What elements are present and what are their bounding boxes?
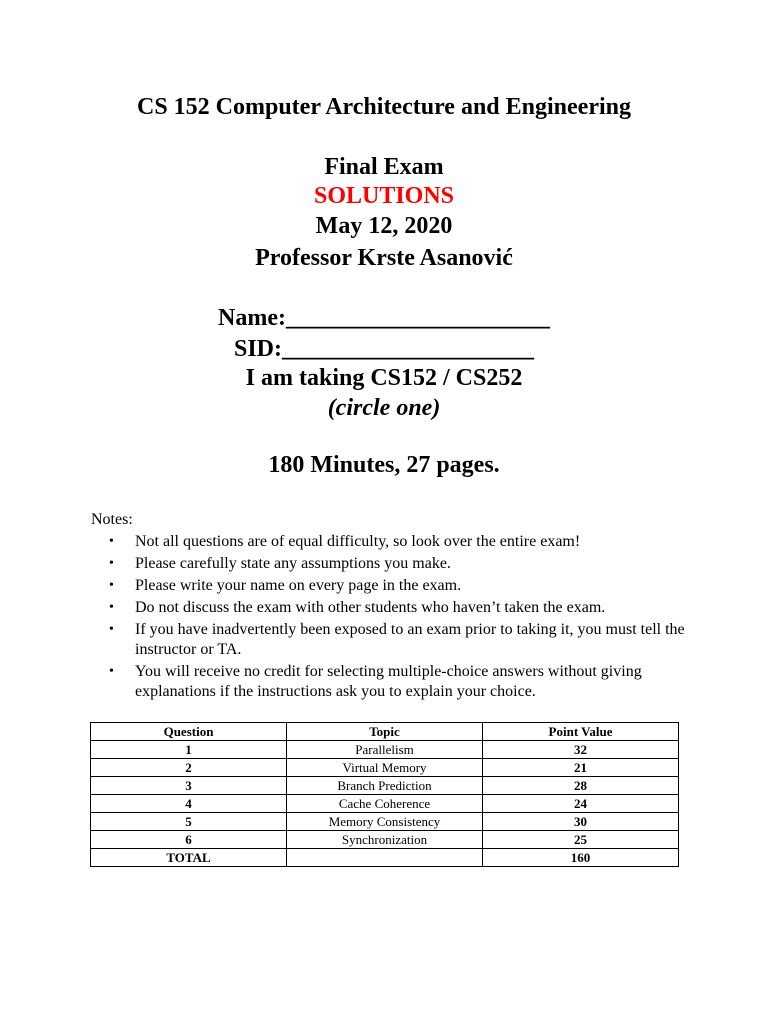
topic: Synchronization: [287, 831, 483, 849]
table-row: [91, 777, 679, 795]
total-label: TOTAL: [91, 849, 287, 867]
list-item: [109, 598, 715, 618]
bullet-icon: •: [109, 534, 114, 549]
table-row: [91, 741, 679, 759]
total-topic: [287, 849, 483, 867]
point-value: 32: [483, 741, 679, 759]
point-value: 28: [483, 777, 679, 795]
question-number: 6: [91, 831, 287, 849]
total-points: 160: [483, 849, 679, 867]
list-item: [109, 554, 715, 574]
question-number: 2: [91, 759, 287, 777]
bullet-icon: •: [109, 600, 114, 615]
topic: Branch Prediction: [287, 777, 483, 795]
point-value-table: [90, 722, 679, 867]
note-text: If you have inadvertently been exposed to an exam prior to taking it, you must tell the instructor or TA.: [135, 621, 685, 658]
list-item: [109, 532, 715, 552]
topic: Virtual Memory: [287, 759, 483, 777]
exam-duration: 180 Minutes, 27 pages.: [268, 452, 500, 478]
note-text: You will receive no credit for selecting multiple-choice answers without giving explanations if the instructions ask you to explain your choice.: [135, 663, 642, 700]
topic: Memory Consistency: [287, 813, 483, 831]
note-text: Not all questions are of equal difficulty, so look over the entire exam!: [135, 533, 581, 550]
list-item: [109, 576, 715, 596]
bullet-icon: •: [109, 622, 114, 637]
header-topic: Topic: [287, 723, 483, 741]
table-header-row: [91, 723, 679, 741]
note-text: Please carefully state any assumptions you make.: [135, 555, 451, 572]
question-number: 5: [91, 813, 287, 831]
point-value: 24: [483, 795, 679, 813]
point-value: 25: [483, 831, 679, 849]
circle-instruction: (circle one): [327, 395, 441, 421]
point-value: 21: [483, 759, 679, 777]
professor-name: Professor Krste Asanović: [255, 245, 513, 271]
course-choice: I am taking CS152 / CS252: [245, 365, 523, 391]
list-item: [109, 662, 715, 702]
topic: Cache Coherence: [287, 795, 483, 813]
table-row: [91, 831, 679, 849]
bullet-icon: •: [109, 556, 114, 571]
notes-list: [91, 532, 715, 704]
bullet-icon: •: [109, 664, 114, 679]
solutions-label: SOLUTIONS: [313, 183, 455, 209]
exam-date: May 12, 2020: [315, 213, 453, 239]
name-line: Name:______________________: [218, 305, 550, 331]
notes-title: Notes:: [91, 511, 133, 528]
table-row: [91, 795, 679, 813]
point-value: 30: [483, 813, 679, 831]
course-title: CS 152 Computer Architecture and Engineering: [136, 94, 631, 120]
header-point-value: Point Value: [483, 723, 679, 741]
list-item: [109, 620, 715, 660]
table-total-row: [91, 849, 679, 867]
sid-line: SID:_____________________: [233, 336, 534, 362]
note-text: Do not discuss the exam with other students who haven’t taken the exam.: [135, 599, 606, 616]
header-question: Question: [91, 723, 287, 741]
table-row: [91, 813, 679, 831]
bullet-icon: •: [109, 578, 114, 593]
question-number: 4: [91, 795, 287, 813]
topic: Parallelism: [287, 741, 483, 759]
question-number: 3: [91, 777, 287, 795]
note-text: Please write your name on every page in the exam.: [135, 577, 462, 594]
exam-title: Final Exam: [324, 154, 444, 180]
table-row: [91, 759, 679, 777]
question-number: 1: [91, 741, 287, 759]
